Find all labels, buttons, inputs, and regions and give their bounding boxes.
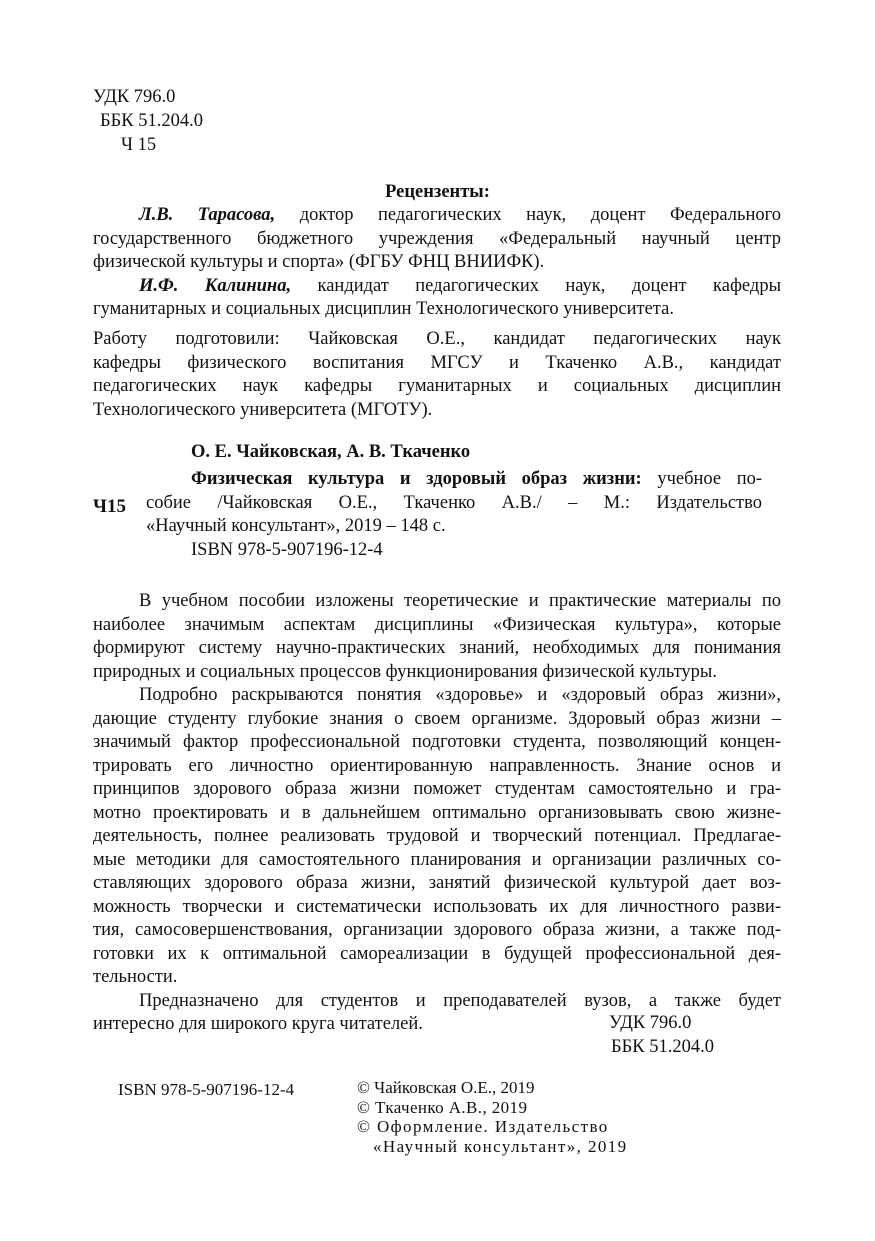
- abstract: [93, 590, 781, 1037]
- abstract-p1-line: наиболее значимым аспектам дисциплины «Физическая культура», которые: [93, 614, 781, 635]
- prepared-block: [93, 328, 781, 422]
- udk-top: УДК 796.0: [93, 87, 176, 107]
- biblio-isbn: ISBN 978-5-907196-12-4: [191, 539, 383, 560]
- abstract-p3-line: интересно для широкого круга читателей.: [93, 1014, 423, 1034]
- abstract-p2-line: значимый фактор профессиональной подготовки студента, позволяющий концен-: [93, 732, 781, 752]
- abstract-p2-line: мотно проектировать и в дальнейшем оптимально организовывать свою жизне-: [93, 802, 781, 823]
- reviewer-2-line-2: гуманитарных и социальных дисциплин Технологического университета.: [93, 299, 674, 319]
- reviewer-2-name: И.Ф. Калинина,: [139, 275, 292, 296]
- abstract-p2-line: трировать его личностно ориентированную направленность. Знание основ и: [93, 755, 781, 776]
- copyright-line-2: © Ткаченко А.В., 2019: [357, 1097, 528, 1117]
- abstract-p2-line: готовки их к оптимальной самореализации в будущей профессиональной дея-: [93, 943, 781, 964]
- abstract-p2-line: Подробно раскрываются понятия «здоровье» и «здоровый образ жизни»,: [139, 685, 781, 705]
- reviewer-1-line-1: [93, 204, 781, 228]
- abstract-p2-line: принципов здорового образа жизни поможет студентам самостоятельно и гра-: [93, 779, 781, 799]
- copyright-line-1: © Чайковская О.Е., 2019: [357, 1078, 535, 1097]
- biblio-line-1: [146, 468, 762, 492]
- bbk-bottom: ББК 51.204.0: [611, 1037, 714, 1057]
- abstract-paragraph-1: [93, 590, 781, 684]
- copyright-isbn: ISBN 978-5-907196-12-4: [118, 1080, 295, 1099]
- abstract-paragraph-2: [93, 684, 781, 990]
- abstract-p2-line: можность творчески и систематически использовать их для личностного разви-: [93, 896, 781, 917]
- reviewers-block: [93, 204, 781, 322]
- abstract-p3-line: Предназначено для студентов и преподавателей вузов, а также будет: [139, 990, 781, 1011]
- prepared-line-3: педагогических наук кафедры гуманитарных и социальных дисциплин: [93, 376, 781, 396]
- biblio-line-3: «Научный консультант», 2019 – 148 с.: [146, 516, 446, 536]
- abstract-p2-line: тия, самосовершенствования, организации здорового образа жизни, а также под-: [93, 920, 781, 940]
- copyright-block: [357, 1078, 628, 1156]
- bbk-top: ББК 51.204.0: [100, 111, 203, 131]
- prepared-line-2: кафедры физического воспитания МГСУ и Ткаченко А.В., кандидат: [93, 352, 781, 373]
- abstract-p2-line: деятельность, полнее реализовать трудовой и творческий потенциал. Предлагае-: [93, 826, 781, 846]
- reviewer-2-text-1: кандидат педагогических наук, доцент кафедры: [317, 275, 781, 296]
- prepared-line-4: Технологического университета (МГОТУ).: [93, 399, 433, 420]
- abstract-p2-line: тельности.: [93, 967, 178, 987]
- abstract-p2-line: ставляющих здорового образа жизни, занятий физической культурой дает воз-: [93, 873, 781, 893]
- biblio-title-rest: учебное по-: [657, 469, 763, 489]
- biblio-author-mark: Ч15: [93, 496, 126, 517]
- reviewer-2-line-1: [93, 275, 781, 299]
- reviewer-1-line-2: государственного бюджетного учреждения «Федеральный научный центр: [93, 228, 781, 249]
- abstract-p2-line: мые методики для самостоятельного планирования и организации различных со-: [93, 849, 781, 870]
- biblio-line-2: собие /Чайковская О.Е., Ткаченко А.В./ – М.: Издательство: [146, 492, 762, 513]
- copyright-line-4: «Научный консультант», 2019: [373, 1136, 628, 1156]
- reviewer-1-text-1: доктор педагогических наук, доцент Федерального: [299, 205, 781, 225]
- copyright-line-3: © Оформление. Издательство: [357, 1117, 609, 1136]
- reviewer-1-name: Л.В. Тарасова,: [139, 205, 276, 225]
- abstract-p1-line: природных и социальных процессов функционирования физической культуры.: [93, 661, 717, 682]
- reviewers-heading: Рецензенты:: [385, 182, 490, 202]
- prepared-line-1: Работу подготовили: Чайковская О.Е., кандидат педагогических наук: [93, 329, 781, 349]
- abstract-p2-line: дающие студенту глубокие знания о своем организме. Здоровый образ жизни –: [93, 708, 781, 729]
- udk-bottom: УДК 796.0: [609, 1013, 692, 1033]
- abstract-p1-line: формируют систему научно-практических знаний, необходимых для понимания: [93, 638, 781, 658]
- biblio-block: [146, 468, 762, 562]
- abstract-p1-line: В учебном пособии изложены теоретические и практические материалы по: [139, 591, 781, 611]
- biblio-title: Физическая культура и здоровый образ жизни:: [191, 469, 642, 489]
- author-mark-top: Ч 15: [121, 135, 157, 155]
- reviewer-1-line-3: физической культуры и спорта» (ФГБУ ФНЦ ВНИИФК).: [93, 252, 545, 272]
- biblio-authors: О. Е. Чайковская, А. В. Ткаченко: [191, 442, 471, 462]
